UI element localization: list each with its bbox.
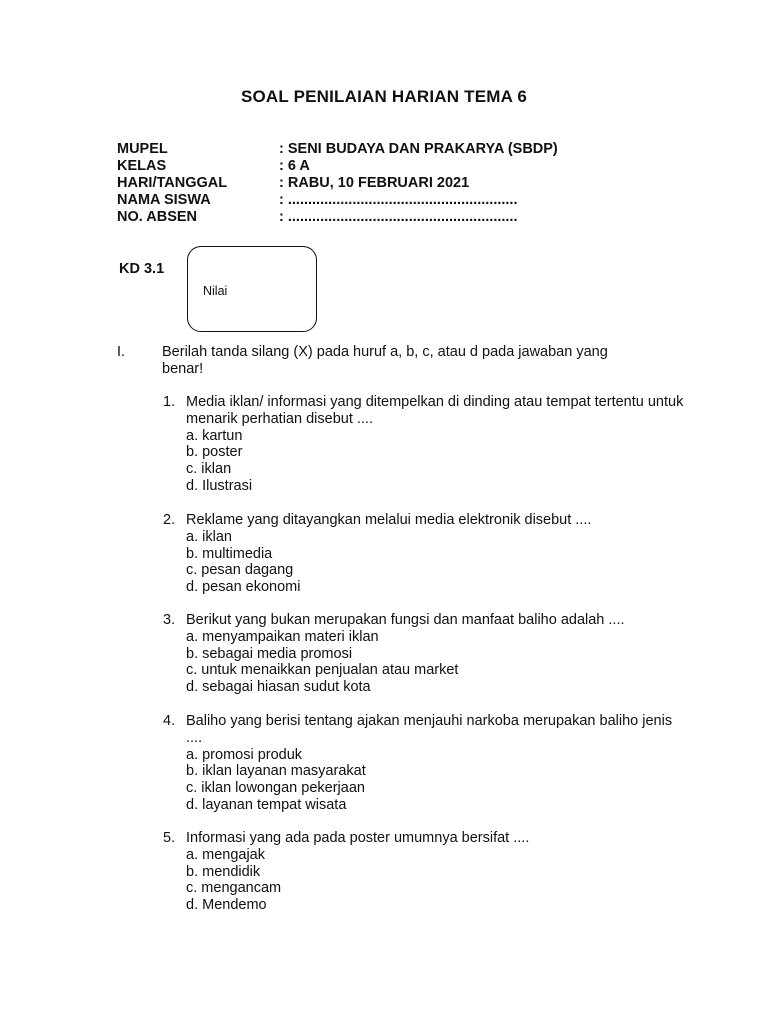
answer-option: b. mendidik — [186, 863, 261, 880]
question-text: Baliho yang berisi tentang ajakan menjauhi narkoba merupakan baliho jenis .... — [186, 713, 673, 746]
info-value: : 6 A — [279, 158, 310, 174]
info-row-student-name — [117, 192, 558, 209]
question-text: Reklame yang ditayangkan melalui media elektronik disebut .... — [186, 512, 592, 528]
answer-option: a. iklan — [186, 528, 232, 545]
info-label: NAMA SISWA — [117, 192, 211, 208]
question-body — [186, 394, 686, 495]
question-body — [186, 830, 686, 914]
answer-option: a. kartun — [186, 427, 243, 444]
question-number: 1. — [163, 394, 176, 410]
answer-option: a. menyampaikan materi iklan — [186, 628, 379, 645]
exam-info — [117, 141, 558, 226]
section-number: I. — [117, 344, 126, 360]
answer-option: b. poster — [186, 444, 243, 461]
question-body — [186, 713, 686, 814]
answer-option: d. pesan ekonomi — [186, 579, 301, 596]
info-value: : RABU, 10 FEBRUARI 2021 — [279, 175, 470, 191]
question-body — [186, 512, 686, 596]
answer-option: d. layanan tempat wisata — [186, 796, 347, 813]
question-body — [186, 612, 686, 696]
info-row-class — [117, 158, 558, 175]
page-title: SOAL PENILAIAN HARIAN TEMA 6 — [240, 87, 528, 106]
answer-option: d. Mendemo — [186, 897, 267, 914]
kd-label: KD 3.1 — [119, 261, 165, 277]
answer-option: c. pesan dagang — [186, 562, 294, 579]
score-box — [187, 246, 317, 332]
instruction-text: Berilah tanda silang (X) pada huruf a, b, c, atau d pada jawaban yang benar! — [162, 344, 608, 377]
answer-option: a. mengajak — [186, 846, 265, 863]
info-row-absence-number — [117, 209, 558, 226]
answer-option: c. untuk menaikkan penjualan atau market — [186, 662, 459, 679]
question-number: 2. — [163, 512, 176, 528]
info-value: : ......................................................... — [279, 192, 518, 208]
answer-option: d. Ilustrasi — [186, 477, 253, 494]
info-row-date — [117, 175, 558, 192]
answer-option: c. mengancam — [186, 880, 282, 897]
question-number: 3. — [163, 612, 176, 628]
question-text: Berikut yang bukan merupakan fungsi dan manfaat baliho adalah .... — [186, 612, 625, 628]
question-number: 4. — [163, 713, 176, 729]
info-row-subject — [117, 141, 558, 158]
question-text: Informasi yang ada pada poster umumnya bersifat .... — [186, 830, 530, 846]
info-value: : ......................................................... — [279, 209, 518, 225]
answer-option: c. iklan — [186, 461, 232, 478]
question-text: Media iklan/ informasi yang ditempelkan di dinding atau tempat tertentu untuk menarik perhatian disebut .... — [186, 394, 684, 427]
info-label: NO. ABSEN — [117, 209, 198, 225]
answer-option: b. iklan layanan masyarakat — [186, 763, 366, 780]
answer-option: a. promosi produk — [186, 746, 303, 763]
info-value: : SENI BUDAYA DAN PRAKARYA (SBDP) — [279, 141, 558, 157]
answer-option: d. sebagai hiasan sudut kota — [186, 679, 371, 696]
question-number: 5. — [163, 830, 176, 846]
info-label: HARI/TANGGAL — [117, 175, 228, 191]
answer-option: b. multimedia — [186, 545, 273, 562]
score-label: Nilai — [203, 284, 228, 298]
answer-option: c. iklan lowongan pekerjaan — [186, 780, 365, 797]
info-label: KELAS — [117, 158, 167, 174]
answer-option: b. sebagai media promosi — [186, 645, 353, 662]
info-label: MUPEL — [117, 141, 168, 157]
